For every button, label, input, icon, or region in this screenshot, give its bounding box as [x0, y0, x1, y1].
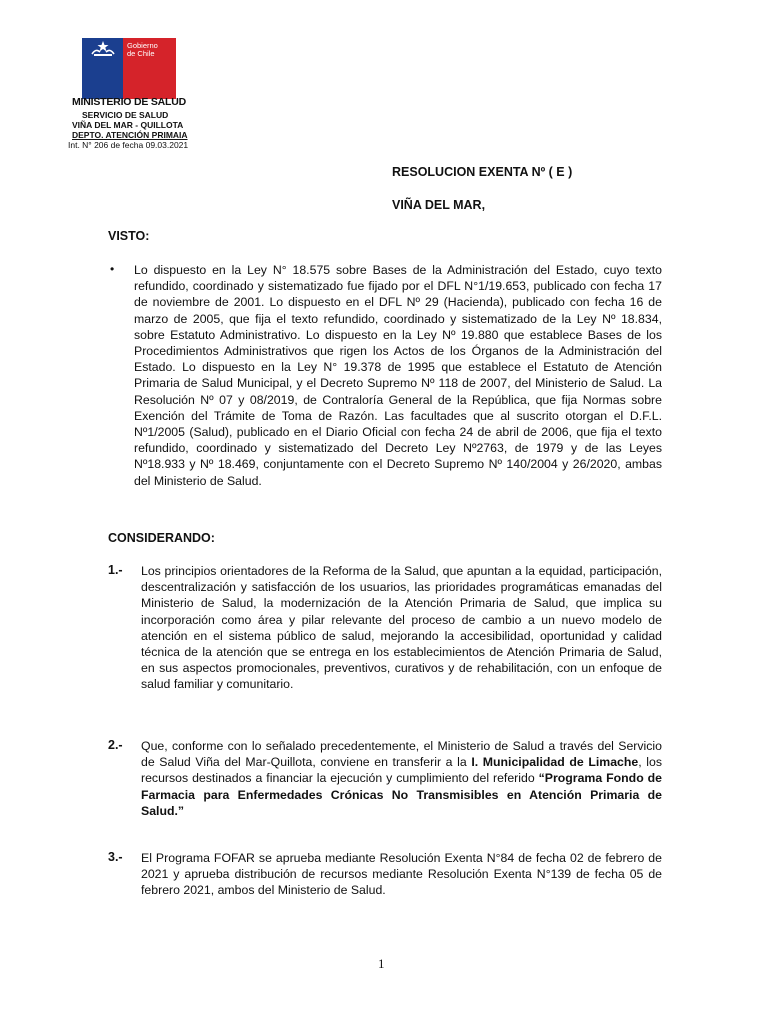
paragraph-text: , los recursos destinados a financiar la ejecución y cumplimiento del referido: [141, 755, 662, 786]
internal-reference: Int. N° 206 de fecha 09.03.2021: [68, 140, 189, 150]
item-number: 2.-: [108, 738, 123, 752]
resolution-title: RESOLUCION EXENTA Nº ( E ): [392, 165, 573, 179]
resolution-city: VIÑA DEL MAR,: [392, 198, 486, 212]
logo-text-line1: Gobierno: [127, 41, 158, 50]
logo-blue-block: [82, 38, 123, 99]
ministry-name: MINISTERIO DE SALUD: [72, 96, 187, 108]
program-name: “Programa Fondo de Farmacia para Enfermedades Crónicas No Transmisibles en Atención Primaria de Salud.”: [141, 771, 662, 818]
page-number: 1: [378, 956, 385, 971]
coat-of-arms-icon: [88, 40, 118, 58]
considerando-paragraph-2: [141, 738, 662, 819]
considerando-paragraph-1: Los principios orientadores de la Reforma de la Salud, que apuntan a la equidad, participación, descentralización y satisfacción de los usuarios, las prioridades programáticas emanadas del Ministerio de Salud, la modernización de la Atención Primaria de Salud, que implica su incorporación como área y pilar relevante del proceso de cambio a un nuevo modelo de atención en el sistema público de salud, mejorando la accesibilidad, oportunidad y calidad técnica de la atención que se entrega en los establecimientos de Atención Primaria de Salud, en sus aspectos promocionales, preventivos, curativos y de rehabilitación, con un enfoque de salud familiar y comunitario.: [141, 564, 662, 692]
bullet-icon: •: [110, 262, 115, 276]
paragraph-text: Que, conforme con lo señalado precedentemente, el Ministerio de Salud a través del Servicio de Salud Viña del Mar-Quillota, conviene en transferir a la: [141, 739, 662, 770]
considerando-heading: CONSIDERANDO:: [108, 531, 215, 545]
department-name: DEPTO. ATENCIÓN PRIMAIA: [72, 130, 188, 140]
logo-text-line2: de Chile: [127, 49, 155, 58]
visto-paragraph: Lo dispuesto en la Ley N° 18.575 sobre Bases de la Administración del Estado, cuyo texto refundido, coordinado y sistematizado fue fijado por el DFL N°1/19.653, publicado con fecha 17 de noviembre de 2001. Lo dispuesto en el DFL Nº 29 (Hacienda), publicado con fecha 16 de marzo de 2005, que fija el texto refundido, coordinado y sistematizado de la Ley Nº 18.834, sobre Estatuto Administrativo. Lo dispuesto en la Ley Nº 19.880 que establece Bases de los Procedimientos Administrativos que rigen los Actos de los Órganos de la Administración del Estado. Lo dispuesto en la Ley N° 19.378 de 1995 que establece el Estatuto de Atención Primaria de Salud Municipal, y el Decreto Supremo Nº 118 de 2007, del Ministerio de Salud. La Resolución Nº 07 y 08/2019, de Contraloría General de la República, que fija Normas sobre Exención del Trámite de Toma de Razón. Las facultades que al suscrito otorgan el D.F.L. Nº1/2005 (Salud), publicado en el Diario Oficial con fecha 24 de abril de 2006, que fija el texto refundido, coordinado y sistematizado del Decreto Ley Nº2763, de 1979 y de las Leyes Nº18.933 y Nº 18.469, conjuntamente con el Decreto Supremo Nº 140/2004 y 26/2020, ambas del Ministerio de Salud.: [134, 263, 662, 488]
item-number: 1.-: [108, 563, 123, 577]
service-region: VIÑA DEL MAR - QUILLOTA: [72, 120, 184, 130]
item-number: 3.-: [108, 850, 123, 864]
considerando-paragraph-3: El Programa FOFAR se aprueba mediante Resolución Exenta N°84 de fecha 02 de febrero de 2021 y aprueba distribución de recursos mediante Resolución Exenta N°139 de fecha 05 de febrero 2021, ambos del Ministerio de Salud.: [141, 851, 662, 898]
municipality-name: I. Municipalidad de Limache: [471, 755, 639, 770]
logo-red-block: [123, 38, 176, 99]
service-name: SERVICIO DE SALUD: [82, 110, 169, 120]
visto-heading: VISTO:: [108, 229, 150, 243]
government-logo: [82, 38, 176, 99]
